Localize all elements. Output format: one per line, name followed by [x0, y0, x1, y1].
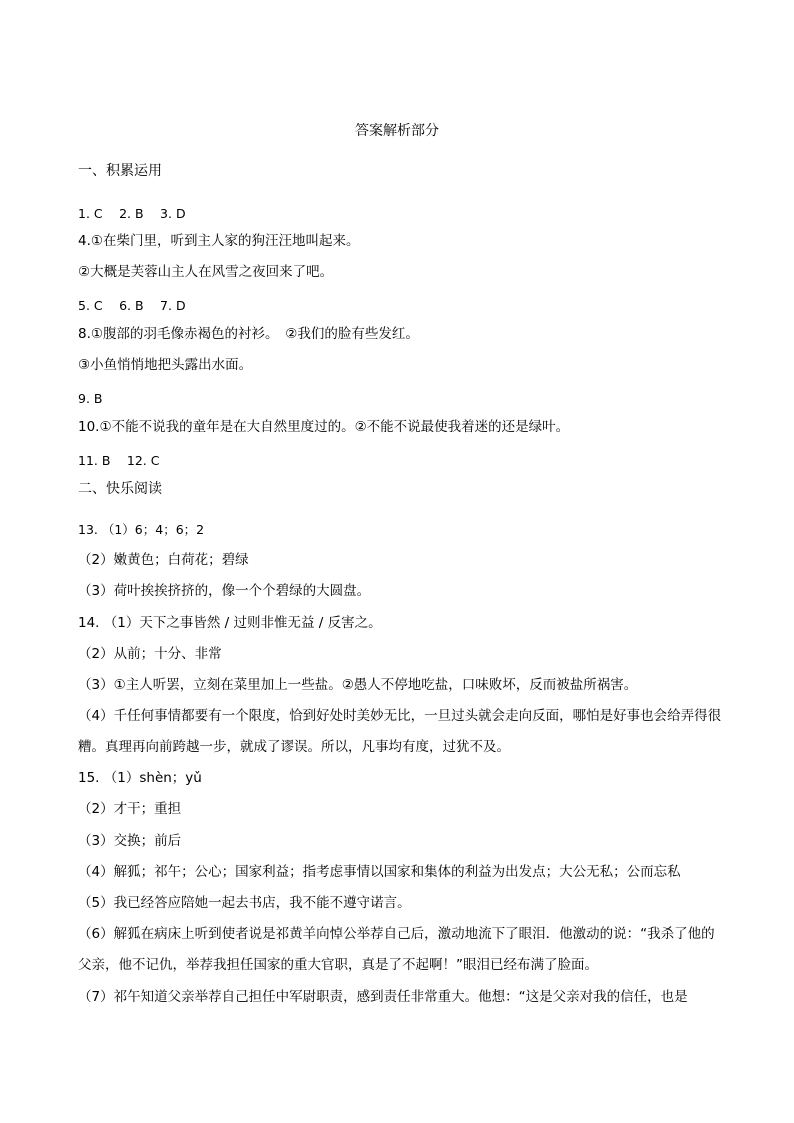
answer-line: （2）才干；重担 [78, 801, 182, 817]
answer-line: 10.①不能不说我的童年是在大自然里度过的。②不能不说最使我着迷的还是绿叶。 [78, 419, 570, 435]
answer-line: 13. （1）6；4；6；2 [78, 522, 205, 537]
answer-line: （3）①主人听罢，立刻在菜里加上一些盐。②愚人不停地吃盐，口味败坏，反而被盐所祸害。 [78, 677, 638, 693]
answer-line: （3）荷叶挨挨挤挤的，像一个个碧绿的大圆盘。 [78, 583, 371, 599]
answer-line: （7）祁午知道父亲举荐自己担任中军尉职责，感到责任非常重大。他想：“这是父亲对我的信任，也是 [78, 989, 688, 1005]
answer-line: （2）嫩黄色；白荷花；碧绿 [78, 552, 249, 568]
answer-line: 15. （1）shèn；yǔ [78, 770, 202, 786]
answer-paragraph: （4）千任何事情都要有一个限度，恰到好处时美妙无比，一旦过头就会走向反面，哪怕是好事也会给弄得很糟。真理再向前跨越一步，就成了谬误。所以，凡事均有度，过犹不及。 [78, 708, 722, 755]
answer-line: （4）解狐；祁午；公心；国家利益；指考虑事情以国家和集体的利益为出发点；大公无私；公而忘私 [78, 864, 681, 880]
answer-line: 1. C 2. B 3. D [78, 206, 186, 221]
section-heading-accumulation: 一、积累运用 [78, 163, 162, 179]
answer-line: 5. C 6. B 7. D [78, 298, 186, 313]
answer-paragraph: （6）解狐在病床上听到使者说是祁黄羊向悼公举荐自己后，激动地流下了眼泪．他激动的说：“我杀了他的父亲，他不记仇，举荐我担任国家的重大官职，真是了不起啊！”眼泪已经布满了脸面。 [78, 926, 715, 973]
answer-line: （3）交换；前后 [78, 833, 182, 849]
answer-line: 9. B [78, 391, 103, 406]
page-title: 答案解析部分 [355, 123, 439, 139]
answer-line: ②大概是芙蓉山主人在风雪之夜回来了吧。 [78, 264, 334, 280]
answer-line: 8.①腹部的羽毛像赤褐色的衬衫。 ②我们的脸有些发红。 [78, 326, 419, 342]
answer-line: 14. （1）天下之事皆然 / 过则非惟无益 / 反害之。 [78, 615, 382, 631]
answer-line: （5）我已经答应陪她一起去书店，我不能不遵守诺言。 [78, 895, 411, 911]
answer-line: 11. B 12. C [78, 453, 160, 468]
answer-line: （2）从前；十分、非常 [78, 646, 222, 662]
answer-line: 4.①在柴门里，听到主人家的狗汪汪地叫起来。 [78, 233, 360, 249]
answer-line: ③小鱼悄悄地把头露出水面。 [78, 357, 253, 373]
section-heading-reading: 二、快乐阅读 [78, 481, 162, 497]
